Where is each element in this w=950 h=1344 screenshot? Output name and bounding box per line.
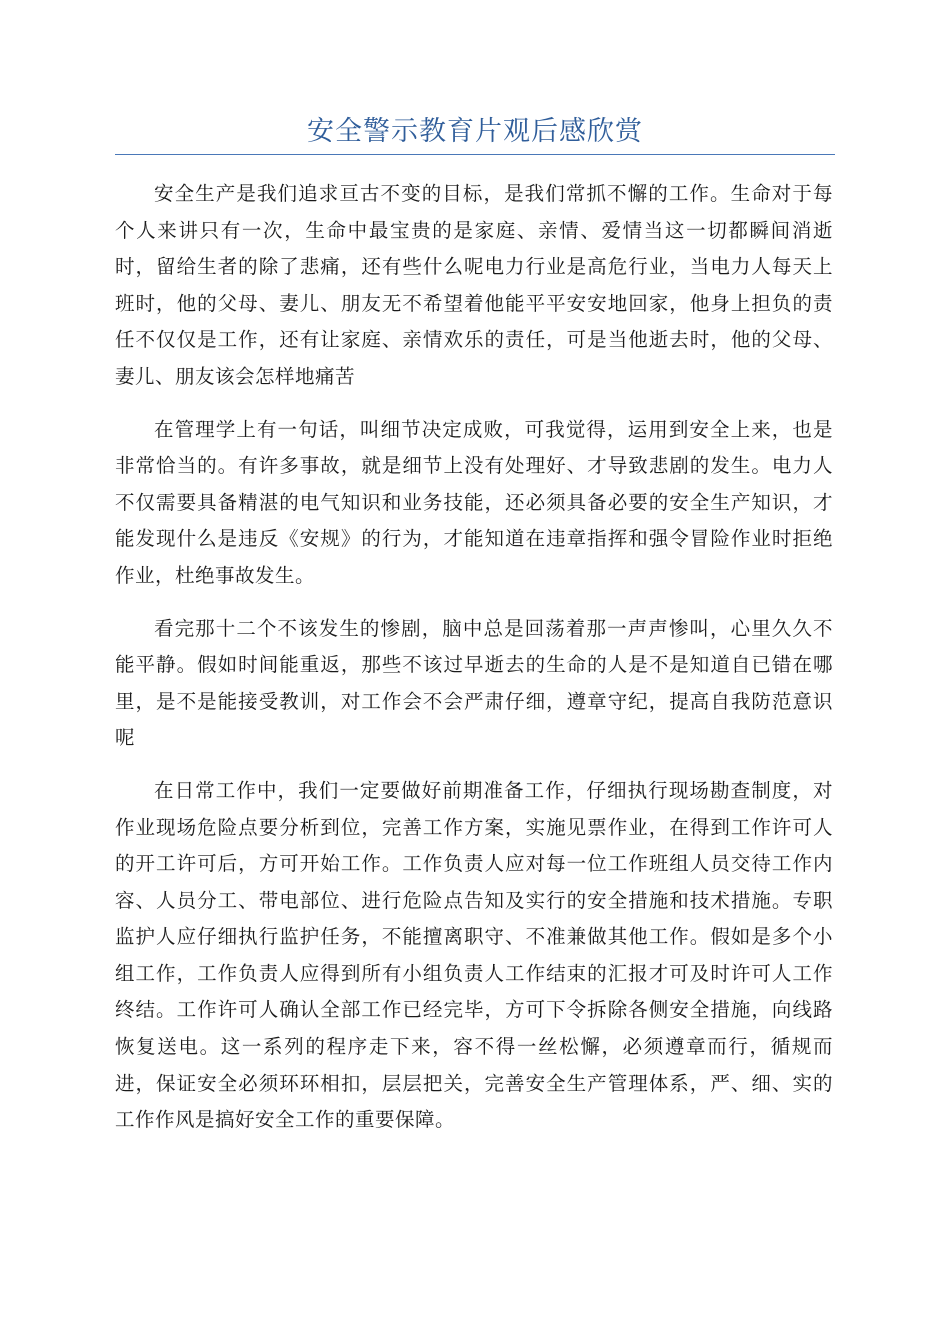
paragraph-4: 在日常工作中，我们一定要做好前期准备工作，仔细执行现场勘查制度，对作业现场危险点要分析到位，完善工作方案，实施见票作业，在得到工作许可人的开工许可后，方可开始工作。工作负责人应对每一位工作班组人员交待工作内容、人员分工、带电部位、进行危险点告知及实行的安全措施和技术措施。专职监护人应仔细执行监护任务，不能擅离职守、不准兼做其他工作。假如是多个小组工作，工作负责人应得到所有小组负责人工作结束的汇报才可及时许可人工作终结。工作许可人确认全部工作已经完毕，方可下令拆除各侧安全措施，向线路恢复送电。这一系列的程序走下来，容不得一丝松懈，必须遵章而行，循规而进，保证安全必须环环相扣，层层把关，完善安全生产管理体系，严、细、实的工作作风是搞好安全工作的重要保障。 bbox=[115, 778, 833, 1132]
paragraph-1: 安全生产是我们追求亘古不变的目标，是我们常抓不懈的工作。生命对于每个人来讲只有一次，生命中最宝贵的是家庭、亲情、爱情当这一切都瞬间消逝时，留给生者的除了悲痛，还有些什么呢电力行业是高危行业，当电力人每天上班时，他的父母、妻儿、朋友无不希望着他能平平安安地回家，他身上担负的责任不仅仅是工作，还有让家庭、亲情欢乐的责任，可是当他逝去时，他的父母、妻儿、朋友该会怎样地痛苦 bbox=[115, 182, 833, 388]
document-body bbox=[115, 176, 833, 1155]
title-underline bbox=[115, 154, 835, 155]
document-title: 安全警示教育片观后感欣赏 bbox=[307, 116, 643, 147]
paragraph-3: 看完那十二个不该发生的惨剧，脑中总是回荡着那一声声惨叫，心里久久不能平静。假如时间能重返，那些不该过早逝去的生命的人是不是知道自已错在哪里，是不是能接受教训，对工作会不会严肃仔细，遵章守纪，提高自我防范意识呢 bbox=[115, 616, 833, 750]
paragraph-2: 在管理学上有一句话，叫细节决定成败，可我觉得，运用到安全上来，也是非常恰当的。有许多事故，就是细节上没有处理好、才导致悲剧的发生。电力人不仅需要具备精湛的电气知识和业务技能，还必须具备必要的安全生产知识，才能发现什么是违反《安规》的行为，才能知道在违章指挥和强令冒险作业时拒绝作业，杜绝事故发生。 bbox=[115, 417, 833, 587]
